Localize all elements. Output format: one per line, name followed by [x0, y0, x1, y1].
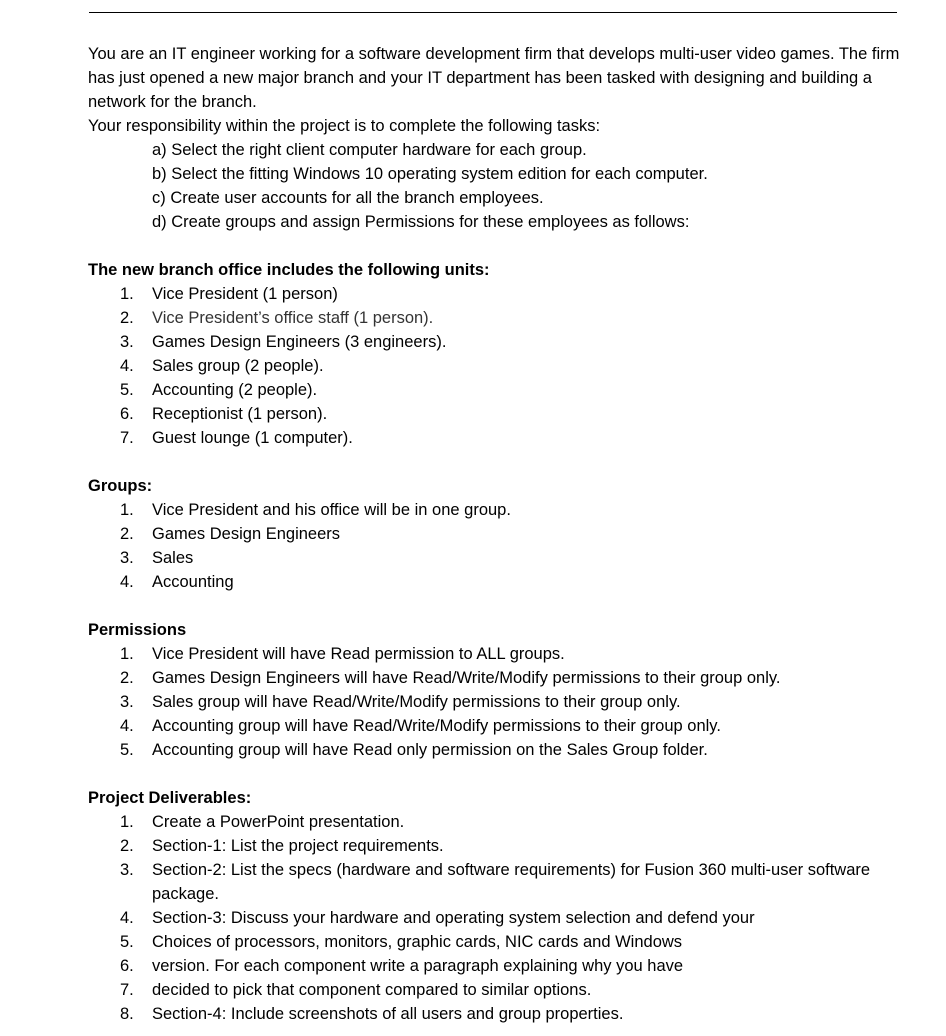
task-item-b: b) Select the fitting Windows 10 operating system edition for each computer.	[152, 165, 708, 183]
list-number: 4.	[120, 717, 134, 735]
list-number: 1.	[120, 285, 134, 303]
list-number: 3.	[120, 693, 134, 711]
list-item	[88, 306, 918, 330]
list-item	[88, 402, 918, 426]
list-item	[88, 570, 918, 594]
list-text: Accounting group will have Read/Write/Modify permissions to their group only.	[152, 717, 721, 735]
list-text: Section-2: List the specs (hardware and software requirements) for Fusion 360 multi-user software package.	[152, 861, 871, 903]
list-item	[88, 906, 918, 930]
list-number: 4.	[120, 909, 134, 927]
list-text: Vice President will have Read permission to ALL groups.	[152, 645, 565, 663]
list-number: 2.	[120, 669, 134, 687]
list-item	[88, 978, 918, 1002]
list-text: Vice President and his office will be in one group.	[152, 501, 511, 519]
list-number: 2.	[120, 525, 134, 543]
list-text: Receptionist (1 person).	[152, 405, 328, 423]
list-number: 4.	[120, 573, 134, 591]
list-text: Section-3: Discuss your hardware and operating system selection and defend your	[152, 909, 755, 927]
list-item	[88, 426, 918, 450]
units-heading: The new branch office includes the following units:	[88, 261, 490, 279]
list-item	[88, 738, 918, 762]
list-item	[88, 954, 918, 978]
list-number: 1.	[120, 645, 134, 663]
list-item	[88, 834, 918, 858]
deliverables-list	[88, 810, 918, 1026]
list-number: 6.	[120, 405, 134, 423]
intro-responsibility: Your responsibility within the project is to complete the following tasks:	[88, 117, 601, 135]
list-number: 7.	[120, 429, 134, 447]
list-item	[88, 282, 918, 306]
list-text: Games Design Engineers (3 engineers).	[152, 333, 447, 351]
list-text: Section-4: Include screenshots of all users and group properties.	[152, 1005, 624, 1023]
groups-heading: Groups:	[88, 477, 153, 495]
list-item	[88, 522, 918, 546]
groups-list	[88, 498, 918, 594]
list-item	[88, 810, 918, 834]
list-number: 5.	[120, 381, 134, 399]
task-item-a: a) Select the right client computer hardware for each group.	[152, 141, 587, 159]
list-item	[88, 330, 918, 354]
list-text: Sales group (2 people).	[152, 357, 324, 375]
list-item	[88, 498, 918, 522]
list-item	[88, 378, 918, 402]
list-number: 5.	[120, 933, 134, 951]
task-list	[88, 138, 918, 234]
list-number: 1.	[120, 813, 134, 831]
list-text: version. For each component write a paragraph explaining why you have	[152, 957, 684, 975]
list-text: Create a PowerPoint presentation.	[152, 813, 405, 831]
task-item-c: c) Create user accounts for all the branch employees.	[152, 189, 544, 207]
units-list	[88, 282, 918, 450]
list-number: 3.	[120, 333, 134, 351]
list-item	[88, 690, 918, 714]
list-item	[88, 714, 918, 738]
list-item	[88, 354, 918, 378]
list-text: Vice President’s office staff (1 person).	[152, 309, 434, 327]
list-text: Choices of processors, monitors, graphic cards, NIC cards and Windows	[152, 933, 683, 951]
intro-paragraph: You are an IT engineer working for a software development firm that develops multi-user video games. The firm has just opened a new major branch and your IT department has been tasked with designing and building a network for the branch.	[88, 45, 900, 111]
task-item-d: d) Create groups and assign Permissions for these employees as follows:	[152, 213, 690, 231]
list-item	[88, 666, 918, 690]
list-text: Sales group will have Read/Write/Modify permissions to their group only.	[152, 693, 681, 711]
list-text: Section-1: List the project requirements.	[152, 837, 444, 855]
list-item	[88, 930, 918, 954]
list-number: 2.	[120, 837, 134, 855]
list-item	[88, 642, 918, 666]
list-number: 3.	[120, 861, 134, 879]
permissions-list	[88, 642, 918, 762]
top-horizontal-rule	[89, 12, 897, 13]
document-body	[88, 42, 918, 1026]
permissions-heading: Permissions	[88, 621, 187, 639]
deliverables-heading: Project Deliverables:	[88, 789, 252, 807]
list-text: Sales	[152, 549, 194, 567]
list-number: 6.	[120, 957, 134, 975]
list-text: Accounting (2 people).	[152, 381, 318, 399]
list-text: decided to pick that component compared to similar options.	[152, 981, 592, 999]
list-number: 7.	[120, 981, 134, 999]
list-text: Accounting	[152, 573, 234, 591]
list-item	[88, 858, 918, 906]
list-text: Guest lounge (1 computer).	[152, 429, 353, 447]
list-number: 4.	[120, 357, 134, 375]
list-number: 3.	[120, 549, 134, 567]
list-text: Games Design Engineers	[152, 525, 341, 543]
list-number: 8.	[120, 1005, 134, 1023]
list-number: 2.	[120, 309, 134, 327]
list-item	[88, 1002, 918, 1026]
list-text: Accounting group will have Read only permission on the Sales Group folder.	[152, 741, 708, 759]
list-text: Games Design Engineers will have Read/Write/Modify permissions to their group only.	[152, 669, 781, 687]
list-number: 5.	[120, 741, 134, 759]
list-number: 1.	[120, 501, 134, 519]
list-text: Vice President (1 person)	[152, 285, 338, 303]
list-item	[88, 546, 918, 570]
